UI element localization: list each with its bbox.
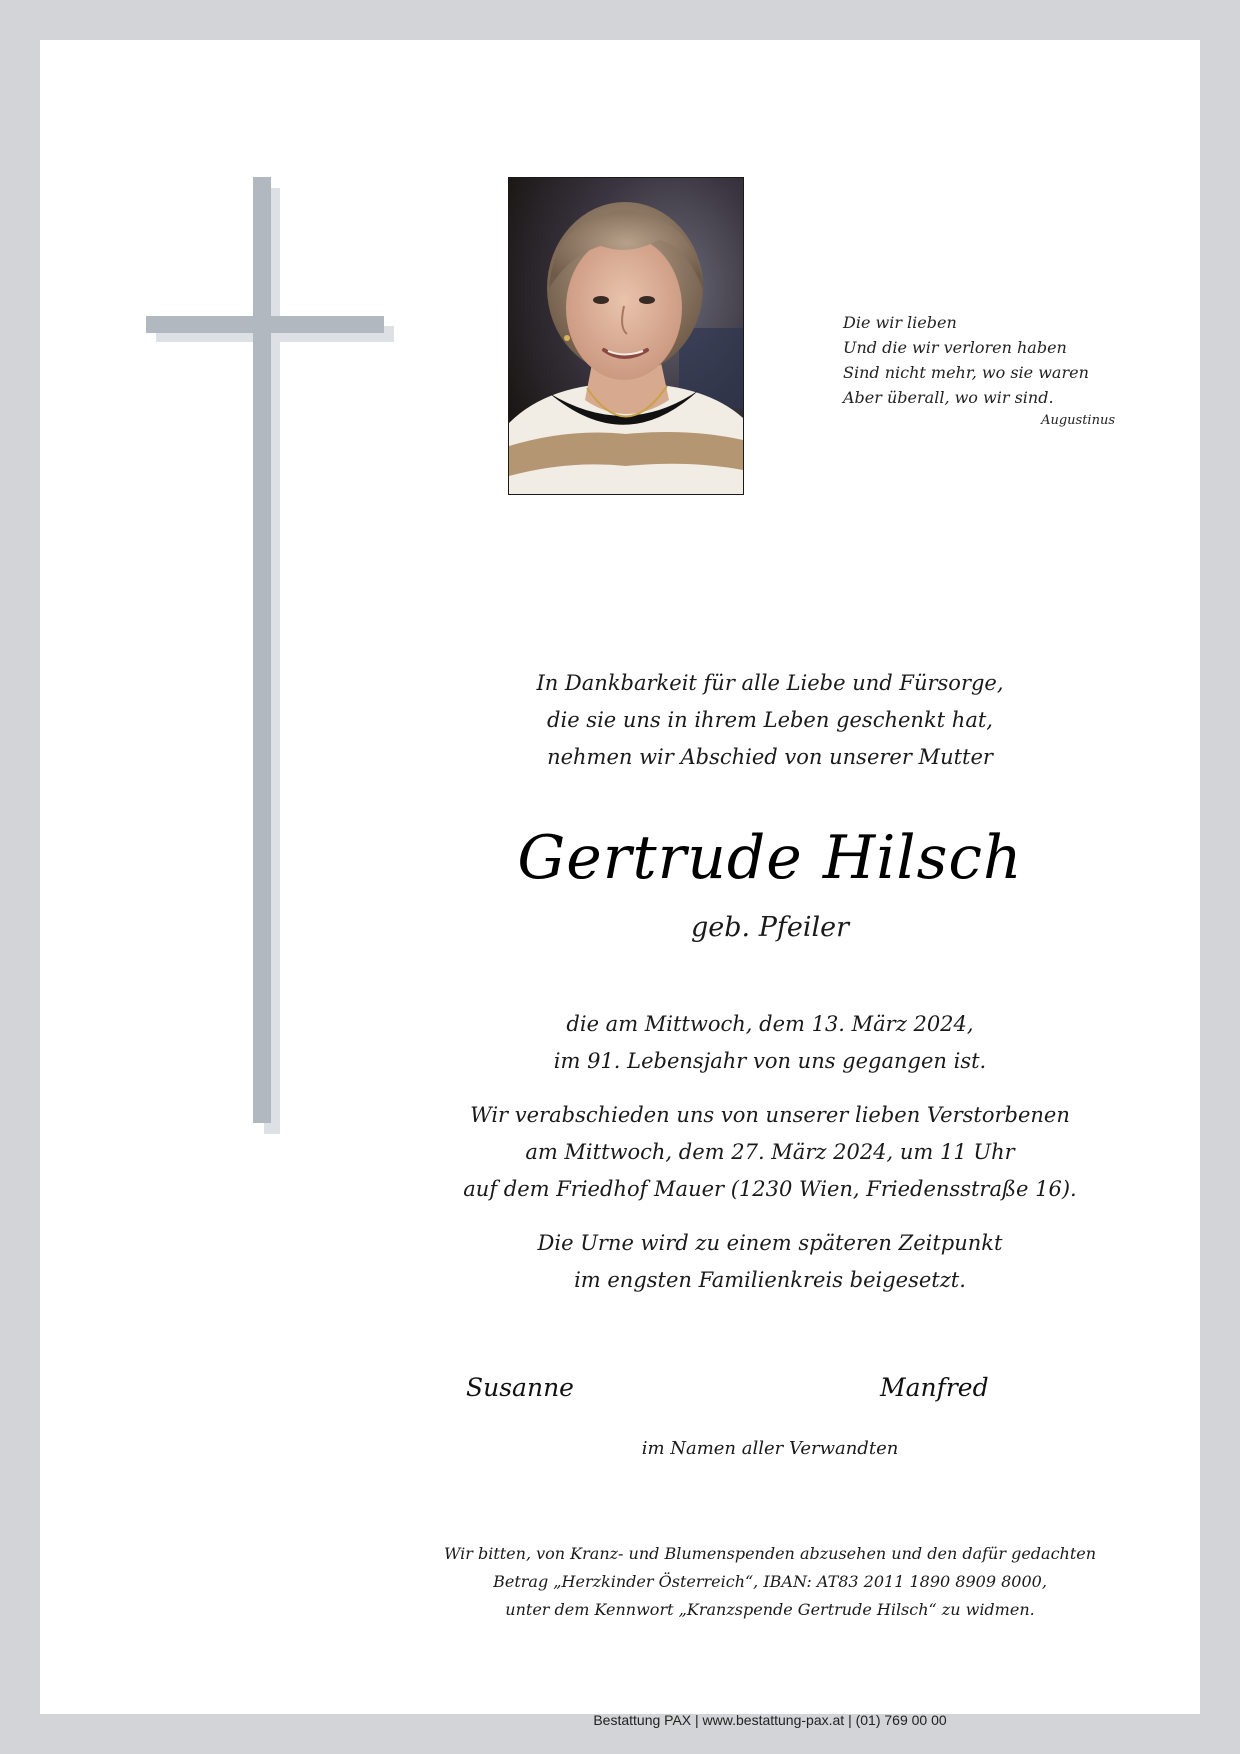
quote-line: Die wir lieben: [843, 313, 957, 332]
urn-notice: [375, 1225, 1165, 1299]
memorial-quote: [843, 310, 1143, 432]
funeral-line: auf dem Friedhof Mauer (1230 Wien, Friedensstraße 16).: [463, 1177, 1077, 1201]
quote-author: Augustinus: [1041, 413, 1115, 428]
intro-line: nehmen wir Abschied von unserer Mutter: [547, 745, 993, 769]
deceased-name: Gertrude Hilsch: [517, 823, 1023, 893]
funeral-line: am Mittwoch, dem 27. März 2024, um 11 Uhr: [525, 1140, 1015, 1164]
quote-line: Und die wir verloren haben: [843, 338, 1067, 357]
death-line: im 91. Lebensjahr von uns gegangen ist.: [553, 1049, 987, 1073]
funeral-home-footer: Bestattung PAX | www.bestattung-pax.at | (01) 769 00 00: [593, 1712, 947, 1728]
death-notice: [375, 1006, 1165, 1080]
quote-line: Sind nicht mehr, wo sie waren: [843, 363, 1089, 382]
donation-line: Betrag „Herzkinder Österreich“, IBAN: AT83 2011 1890 8909 8000,: [493, 1572, 1047, 1591]
donation-request: [375, 1540, 1165, 1624]
death-line: die am Mittwoch, dem 13. März 2024,: [566, 1012, 974, 1036]
cross-horizontal-beam: [146, 316, 384, 333]
portrait-photo: [508, 177, 744, 495]
intro-line: die sie uns in ihrem Leben geschenkt hat,: [547, 708, 993, 732]
donation-line: unter dem Kennwort „Kranzspende Gertrude Hilsch“ zu widmen.: [505, 1600, 1035, 1619]
funeral-line: Wir verabschieden uns von unserer lieben Verstorbenen: [470, 1103, 1070, 1127]
on-behalf-text: im Namen aller Verwandten: [641, 1438, 899, 1459]
obituary-sheet: [40, 40, 1200, 1728]
urn-line: im engsten Familienkreis beigesetzt.: [574, 1268, 966, 1292]
intro-line: In Dankbarkeit für alle Liebe und Fürsorge,: [536, 671, 1004, 695]
portrait-illustration: [509, 178, 743, 494]
mourner-name-right: Manfred: [880, 1373, 989, 1402]
funeral-details: [375, 1097, 1165, 1208]
quote-line: Aber überall, wo wir sind.: [843, 388, 1054, 407]
urn-line: Die Urne wird zu einem späteren Zeitpunkt: [537, 1231, 1003, 1255]
donation-line: Wir bitten, von Kranz- und Blumenspenden abzusehen und den dafür gedachten: [443, 1544, 1097, 1563]
intro-text: [375, 665, 1165, 776]
birth-name: geb. Pfeiler: [690, 912, 849, 943]
mourner-name-left: Susanne: [466, 1373, 574, 1402]
